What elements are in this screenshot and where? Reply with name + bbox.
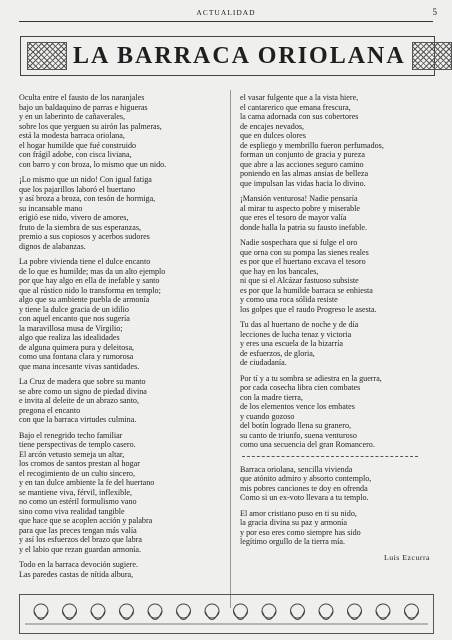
verse-line: la cama adornada con sus cobertores [240,112,359,121]
verse-line: lecciones de lucha tenaz y victoria [240,329,352,339]
verse-line: y cuando gozoso [240,411,295,421]
verse-line: dignos de alabanzas. [19,241,86,251]
verse-line: que impulsan las vidas hacia lo divino. [240,178,366,188]
stanza [19,93,219,169]
verse-line: Oculta entre el fausto de los naranjales [19,93,145,102]
verse-line: Bajo el renegrido techo familiar [19,430,123,440]
verse-line: que en dulces olores [240,131,306,140]
running-title: ACTUALIDAD [196,8,256,17]
verse-line: sino como viva realidad tangible [19,506,125,516]
right-column [240,93,440,562]
verse-line: y como una roca sólida resiste [240,295,338,304]
verse-line: sobre los que yerguen su airón las palmeras, [19,121,162,131]
verse-line: de espliego y membrillo fueron perfumados, [240,140,384,150]
verse-line: Barraca oriolana, sencilla vivienda [240,464,353,474]
verse-line: La Cruz de madera que sobre su manto [19,377,146,386]
verse-line: ¡Lo mismo que un nido! Con igual fatiga [19,175,152,184]
verse-line: e invita al deleite de un abrazo santo, [19,396,140,405]
verse-line: algo que realiza las idealidades [19,333,120,342]
verse-line: y así broza a broza, con tesón de hormiga, [19,194,156,203]
stanza [240,320,440,368]
bottom-ornament-icon [19,594,434,634]
verse-line: como una fontana clara y rumorosa [19,352,134,361]
verse-line: bajo un baldaquino de parras e higueras [19,102,148,112]
verse-line: que hay en los bancales, [240,266,319,276]
verse-line: premio a sus copiosos y acerbos sudores [19,232,150,241]
verse-line: donde halla la patria su fausto inefable. [240,222,367,232]
verse-line: erigió ese nido, vivero de amores, [19,213,129,222]
verse-line: de alguna quimera pura y deleitosa, [19,342,135,352]
verse-line: Por tí y a tu sombra se adiestra en la guerra, [240,373,382,383]
verse-line: que al rústico nido lo transforma en templo; [19,285,161,295]
poem-title: LA BARRACA ORIOLANA [73,42,406,69]
stanza [19,257,219,371]
left-ornament-icon [27,42,67,70]
verse-line: de los elementos vence los embates [240,402,355,411]
verse-line: Todo en la barraca devoción sugiere. [19,560,138,569]
verse-line: de ciudadanía. [240,358,287,367]
verse-line: su incansable mano [19,203,83,213]
verse-line: está la modesta barraca oriolana, [19,131,125,140]
verse-line: que mana incesante vivas santidades. [19,361,140,371]
verse-line: con frágil adobe, con cisca liviana, [19,150,132,159]
verse-line: que los pajarillos laboró el huertano [19,184,136,194]
stanza [240,465,440,503]
verse-line: fruto de la siembra de sus esperanzas, [19,222,142,232]
stanza-separator [242,456,418,457]
verse-line: los cromos de santos prestan al hogar [19,459,140,468]
verse-line: y en tan dulce ambiente la fe del huertano [19,478,155,487]
verse-line: se mantiene viva, férvil, inflexible, [19,487,133,497]
verse-line: por que hay algo en ella de inefable y santo [19,276,160,285]
verse-line: algo que su ambiente puebla de armonía [19,295,150,304]
verse-line: que orna con su pompa las sienes reales [240,247,369,257]
column-divider [230,90,231,608]
verse-line: la maravillosa musa de Virgilio; [19,323,123,333]
stanza [19,431,219,555]
author-signature: Luis Ezcurra [383,552,430,562]
verse-line: el vasar fulgente que a la vista hiere, [240,93,359,102]
stanza [19,175,219,251]
verse-line: es por que la humilde barraca se enhiesta [240,285,373,295]
verse-line: el recogimiento de un culto sincero, [19,468,135,478]
verse-line: con que la barraca virtudes culmina. [19,415,137,424]
verse-line: se abre como un signo de piedad divina [19,386,147,396]
verse-line: forman un conjunto de gracia y pureza [240,150,365,159]
page-number: 5 [432,7,437,17]
verse-line: y eres una escuela de la bizarría [240,339,343,348]
stanza [240,194,440,232]
stanza [19,377,219,425]
verse-line: que eres el tesoro de mayor valía [240,213,347,222]
stanza [240,238,440,314]
verse-line: Como si un ex-voto llevara a tu templo. [240,493,369,502]
verse-line: su canto de triunfo, suena venturoso [240,430,357,440]
verse-line: no como un estéril formulismo vano [19,497,137,506]
verse-line: y por eso eres como siempre has sido [240,527,361,537]
right-ornament-icon [412,42,452,70]
verse-line: de esfuerzos, de gloria, [240,348,315,358]
verse-line: ni que si el Alcázar fastuoso subsiste [240,276,359,285]
verse-line: y el labio que rezan guardan armonía. [19,544,142,554]
verse-line: con barro y con broza, lo mismo que un nido. [19,159,167,169]
verse-line: es por que el huertano excava el tesoro [240,257,366,266]
verse-line: pregona el encanto [19,405,81,415]
stanza [19,560,219,579]
header-rule [19,21,433,22]
verse-line: poniendo en las almas ansias de belleza [240,169,369,178]
verse-line: el hogar humilde que fué construido [19,140,137,150]
verse-line: por cada cosecha libra cien combates [240,383,361,392]
verse-line: y tiene la dulce gracia de un idilio [19,304,129,314]
stanza [240,374,440,450]
verse-line: Nadie sospechara que si fulge el oro [240,238,358,247]
verse-line: y en un laberinto de cañaverales, [19,112,126,121]
verse-line: para que las preces tengan más valía [19,525,137,535]
verse-line: la gracia divina su paz y armonía [240,518,347,527]
verse-line: legítimo orgullo de la tierra mía. [240,537,346,546]
verse-line: ¡Mansión venturosa! Nadie pensaría [240,194,358,203]
stanza [240,509,440,547]
verse-line: como una secuencia del gran Romancero. [240,440,375,449]
verse-line: que atónito admiro y absorto contemplo, [240,474,372,483]
verse-line: los golpes que el raudo Progreso le asesta. [240,304,377,314]
verse-line: del botín logrado llena su granero, [240,421,352,430]
verse-line: El amor cristiano puso en ti su nido, [240,508,357,518]
verse-line: con la madre tierra, [240,392,303,402]
verse-line: El arcón vetusto semeja un altar, [19,449,125,459]
verse-line: el cantarerico que emana frescura, [240,102,351,112]
verse-line: Tu das al huertano de noche y de día [240,320,359,329]
verse-line: de lo que es humilde; mas da un alto ejemplo [19,266,166,276]
verse-line: de encajes nevados, [240,121,305,131]
title-frame [20,36,435,76]
verse-line: mis pobres canciones te doy en ofrenda [240,483,368,493]
verse-line: con aquel encanto que nos sugería [19,314,130,323]
verse-line: que hace que se acoplen acción y palabra [19,516,153,525]
verse-line: Las paredes castas de nítida albura, [19,569,134,579]
verse-line: al mirar tu aspecto pobre y miserable [240,203,361,213]
verse-line: que abre a las acciones seguro camino [240,159,364,169]
verse-line: La pobre vivienda tiene el dulce encanto [19,257,151,266]
left-column [19,93,219,585]
verse-line: tiene perspectivas de templo casero. [19,440,136,449]
stanza [240,93,440,188]
verse-line: y así los esfuerzos del brazo que labra [19,535,142,544]
